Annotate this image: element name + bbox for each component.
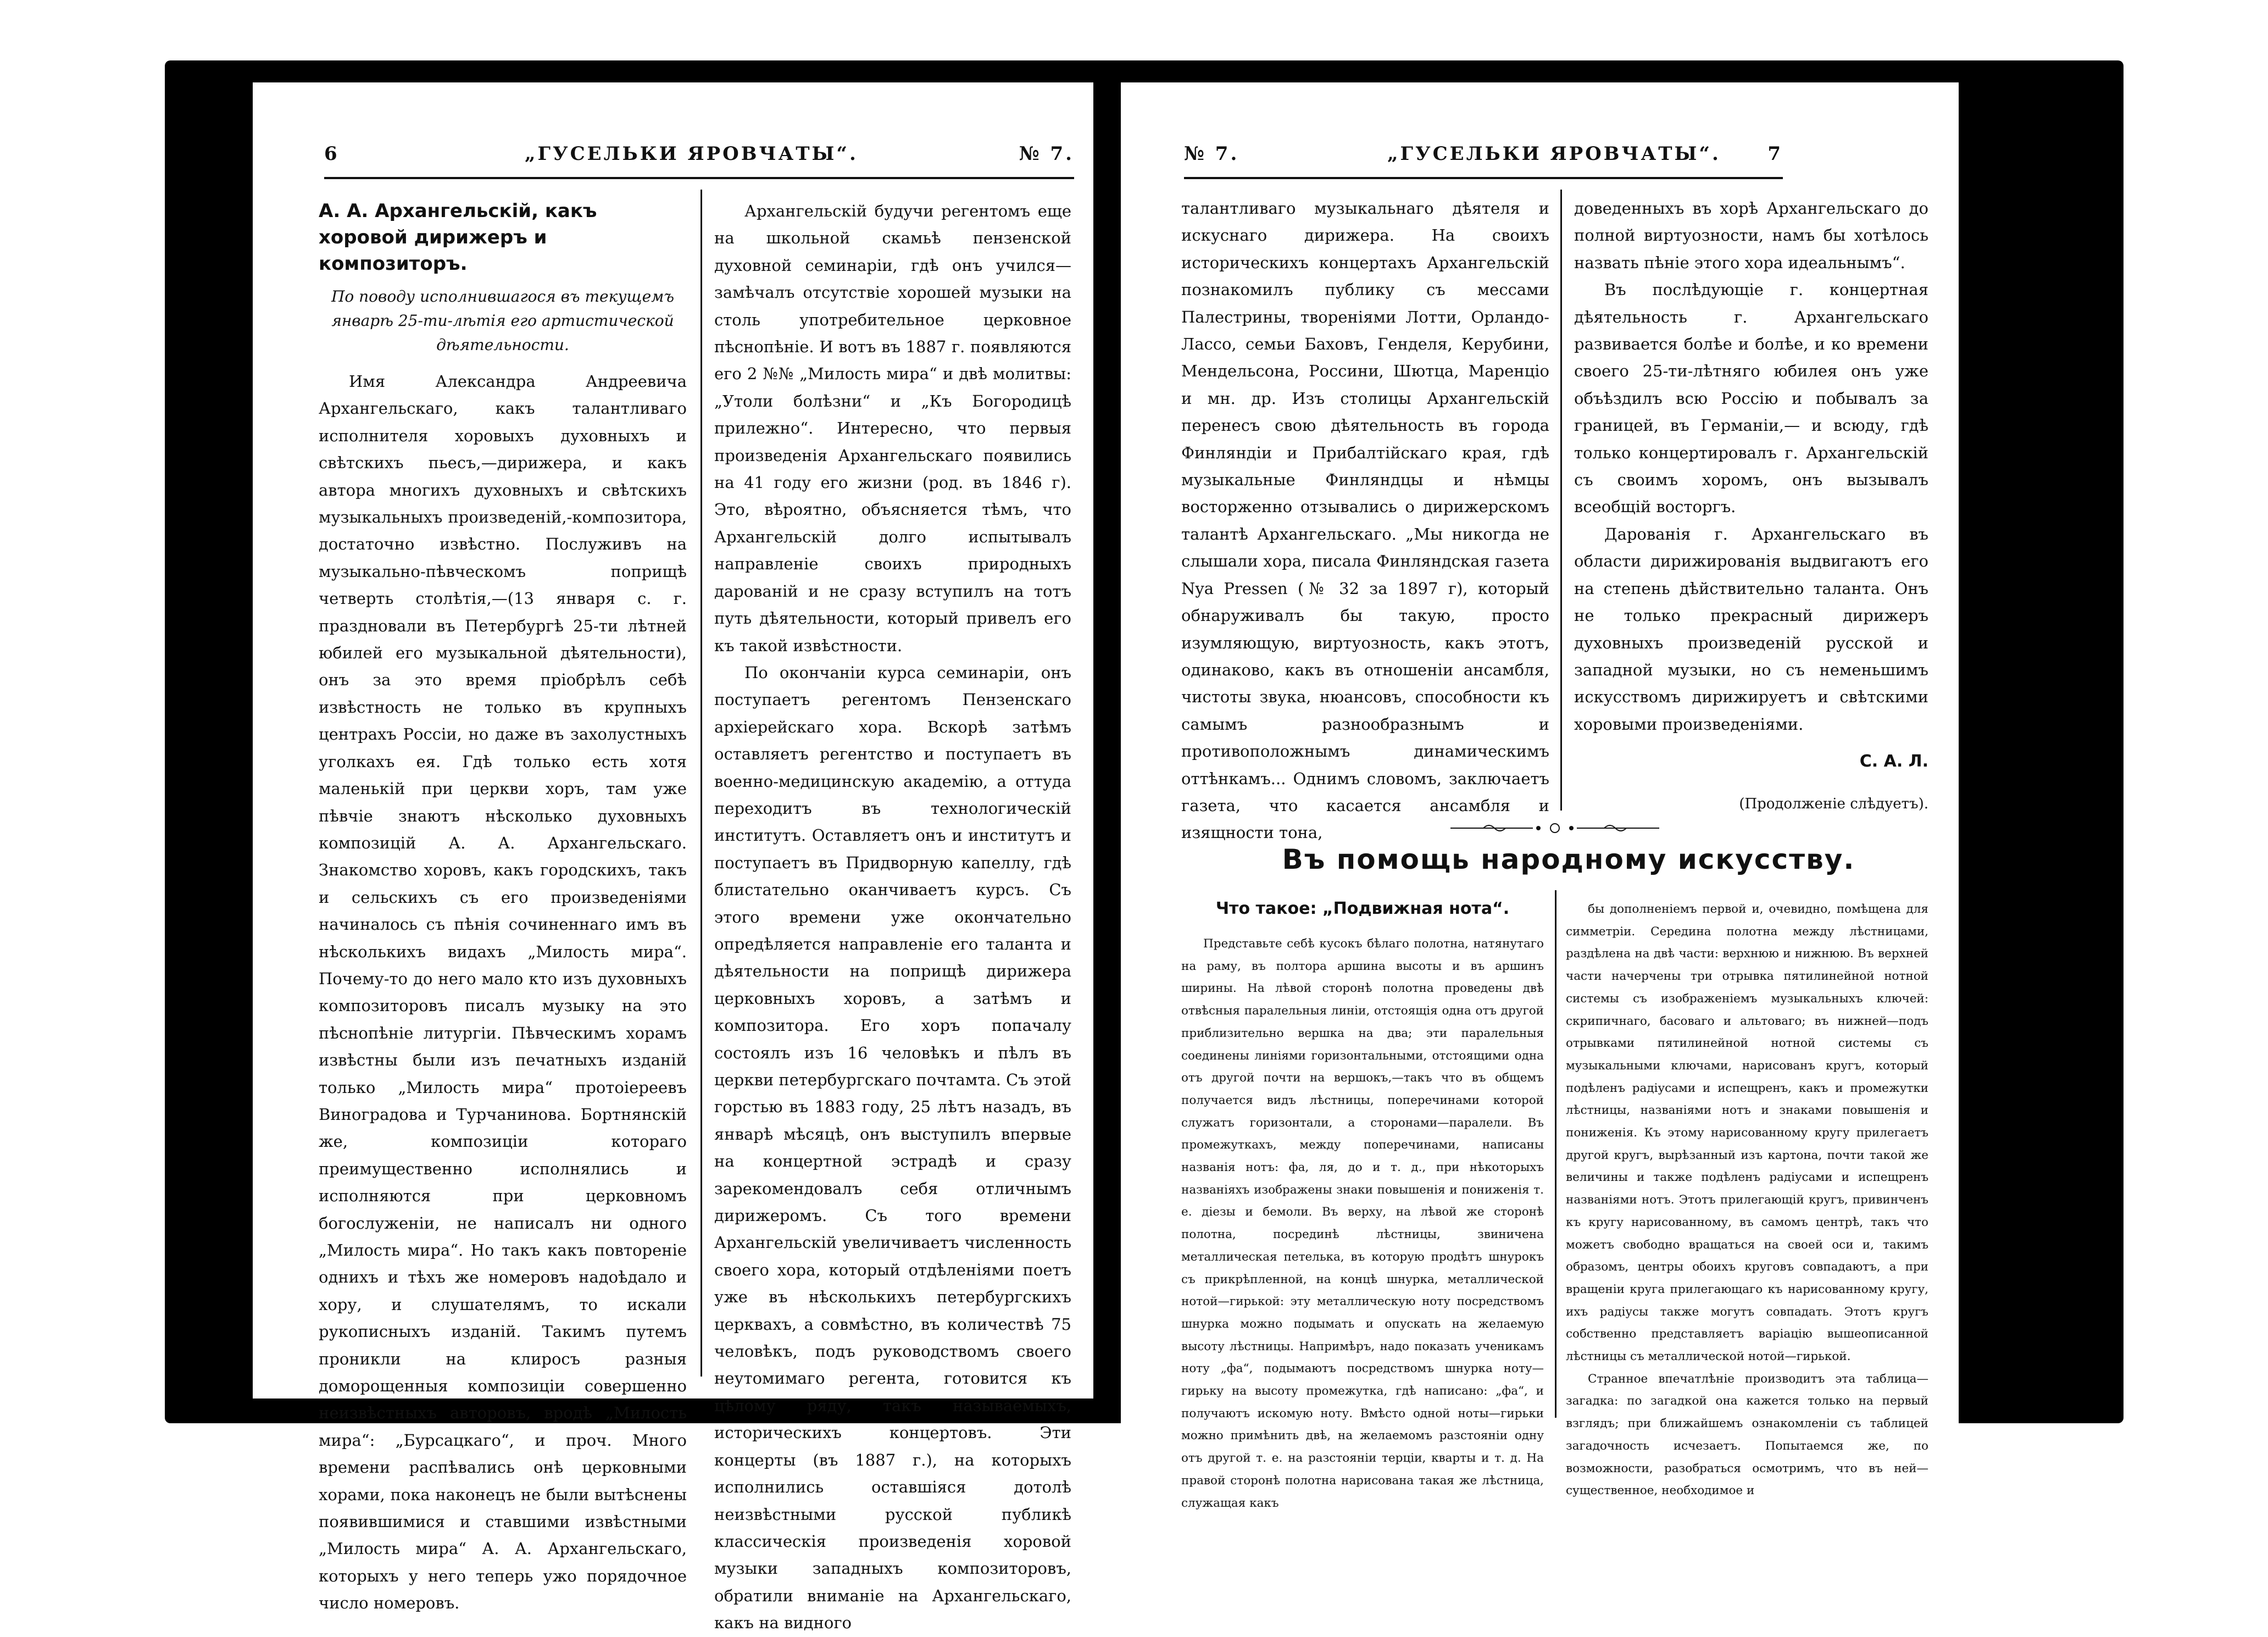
sub-article-title: Что такое: „Подвижная нота“. bbox=[1215, 899, 1510, 918]
sub-article-column-1 bbox=[1181, 896, 1544, 1510]
journal-title: „ГУСЕЛЬКИ ЯРОВЧАТЫ“. bbox=[1387, 143, 1721, 165]
left-column-1 bbox=[319, 198, 687, 1613]
page-number: 7 bbox=[1767, 143, 1783, 165]
section-title: Въ помощь народному искусству. bbox=[1282, 844, 1855, 875]
left-running-head bbox=[324, 143, 1074, 181]
header-rule bbox=[1184, 177, 1783, 179]
left-page bbox=[253, 82, 1093, 1633]
paragraph: бы дополненіемъ первой и, очевидно, помѣщена для симметріи. Середина полотна между лѣстницами, раздѣлена на двѣ части: верхнюю и нижнюю. Въ верхней части начерчены три отрывка пятилинейной нотной системы съ изображеніемъ музыкальныхъ ключей: скрипичнаго, басоваго и альтоваго; въ нижней—подъ отрывками пятилинейной нотной системы съ музыкальными ключами, нарисованъ кругъ, который подѣленъ радіусами и испещренъ, какъ и промежутки лѣстницы, названіями нотъ и знаками повышенія и пониженія. Къ этому нарисованному кругу прилегаетъ другой кругъ, вырѣзанный изъ картона, почти такой же величины и также подѣленъ радіусами и испещренъ названіями нотъ. Этотъ прилегающій кругъ, привинченъ къ кругу нарисованному, въ самомъ центрѣ, такъ что можетъ свободно вращаться на своей оси и, такимъ образомъ, центры обоихъ круговъ совпадаютъ, а при вращеніи круга прилегающаго къ нарисованному кругу, ихъ радіусы также могутъ совпадать. Этотъ кругъ собственно представляетъ варіацію вышеописанной лѣстницы съ металлической нотой—гирькой. bbox=[1566, 902, 1928, 1364]
paragraph: Архангельскій будучи регентомъ еще на школьной скамьѣ пензенской духовной семинаріи, гдѣ онъ учился—замѣчалъ отсутствіе хорошей музыки на столь употребительное церковное пѣснопѣніе. И вотъ въ 1887 г. появляются его 2 №№ „Милость мира“ и двѣ молитвы: „Утоли болѣзни“ и „Къ Богородицѣ прилежно“. Интересно, что первыя произведенія Архангельскаго появились на 41 году его жизни (род. въ 1846 г). Это, вѣроятно, объясняется тѣмъ, что Архангельскій долго испытывалъ направленіе своихъ природныхъ дарованій и не сразу вступилъ на тотъ путь дѣятельности, который привелъ его къ такой извѣстности. bbox=[714, 202, 1071, 655]
journal-title: „ГУСЕЛЬКИ ЯРОВЧАТЫ“. bbox=[525, 143, 858, 165]
column-divider bbox=[1560, 190, 1562, 811]
page-number: 6 bbox=[324, 143, 340, 165]
article-subtitle: По поводу исполнившагося въ текущемъ январѣ 25-ти-лѣтія его артистической дѣятельности. bbox=[331, 287, 675, 354]
paragraph: Странное впечатлѣніе производитъ эта таблица—загадка: по загадкой она кажется только на первый взглядъ; при ближайшемъ ознакомленіи съ таблицей загадочность исчезаетъ. Попытаемся же, по возможности, разобраться осмотримъ, что въ ней—существенное, необходимое и bbox=[1566, 1372, 1928, 1498]
right-column-2 bbox=[1574, 195, 1928, 822]
paragraph: Имя Александра Андреевича Архангельскаго, какъ талантливаго исполнителя хоровыхъ духовныхъ и свѣтскихъ пьесъ,—дирижера, и какъ автора многихъ духовныхъ и свѣтскихъ музыкальныхъ произведеній,-композитора, достаточно извѣстно. Послуживъ на музыкально-пѣвческомъ поприщѣ четверть столѣтія,—(13 января с. г. праздновали въ Петербургѣ 25-ти лѣтней юбилей его музыкальной дѣятельности), онъ за это время пріобрѣлъ себѣ извѣстность не только въ крупныхъ центрахъ Россіи, но даже въ захолустныхъ уголкахъ ея. Гдѣ только есть хотя маленькій при церкви хоръ, там уже пѣвчіе знаютъ нѣсколько духовныхъ композицій А. А. Архангельскаго. Знакомство хоровъ, какъ городскихъ, такъ и сельскихъ съ его произведеніями начиналось съ пѣнія сочиненнаго имъ въ нѣсколькихъ видахъ „Милость мира“. Почему-то до него мало кто изъ духовныхъ композиторовъ писалъ музыку на это пѣснопѣніе литургіи. Пѣвческимъ хорамъ извѣстны были изъ печатныхъ изданій только „Милость мира“ протоіереевъ Виноградова и Турчанинова. Бортнянскій же, композиціи котораго преимущественно исполнялись и исполняются при церковномъ богослуженіи, не написалъ ни одного „Милость мира“. Но такъ какъ повтореніе однихъ и тѣхъ же номеровъ надоѣдало и хору, и слушателямъ, то искали рукописныхъ изданій. Такимъ путемъ проникли на клиросъ разныя доморощенныя композиціи совершенно неизвѣстныхъ авторовъ, вродѣ „Милость мира“: „Бурсацкаго“, и проч. Много времени распѣвались онѣ церковными хорами, пока наконецъ не были вытѣснены появившимися и ставшими извѣстными „Милость мира“ А. А. Архангельскаго, которыхъ у него теперь ужо порядочное число номеровъ. bbox=[319, 372, 687, 1613]
signature: С. А. Л. bbox=[1859, 752, 1928, 772]
paragraph: талантливаго музыкальнаго дѣятеля и искуснаго дирижера. На своихъ историческихъ концертахъ Архангельскій познакомилъ публику съ мессами Палестрины, твореніями Лотти, Орландо-Лассо, семьи Баховъ, Генделя, Керубини, Мендельсона, Россини, Шютца, Маренціо и мн. др. Изъ столицы Архангельскій перенесъ свою дѣятельность въ города Финляндіи и Прибалтійскаго края, гдѣ музыкальные Финляндцы и нѣмцы восторженно отзывались о дирижерскомъ талантѣ Архангельскаго. „Мы никогда не слышали хора, писала Финляндская газета Nya Pressen (№ 32 за 1897 г), который обнаруживалъ бы такую, просто изумляющую, виртуозность, какъ этотъ, одинаково, какъ въ отношеніи ансамбля, чистоты звука, нюансовъ, способности къ самымъ разнообразнымъ и противоположнымъ динамическимъ оттѣнкамъ... Однимъ словомъ, заключаетъ газета, что касается ансамбля и изящности тона, bbox=[1181, 199, 1549, 842]
paragraph: Въ послѣдующіе г. концертная дѣятельность г. Архангельскаго развивается болѣе и болѣе, и ко времени своего 25-ти-лѣтняго юбилея онъ уже объѣздилъ всю Россію и побывалъ за границей, въ Германіи,— и всюду, гдѣ только концертировалъ г. Архангельскій съ своимъ хоромъ, онъ вызывалъ всеобщій восторгъ. bbox=[1574, 280, 1928, 517]
header-rule bbox=[324, 177, 1074, 179]
right-running-head bbox=[1184, 143, 1783, 181]
column-divider bbox=[1555, 890, 1557, 1418]
paragraph: По окончаніи курса семинаріи, онъ поступаетъ регентомъ Пензенскаго архіерейскаго хора. Вскорѣ затѣмъ оставляетъ регентство и поступаетъ въ военно-медицинскую академію, а оттуда переходитъ въ технологическій институтъ. Оставляетъ онъ и институтъ и поступаетъ въ Придворную капеллу, гдѣ блистательно оканчиваетъ курсъ. Съ этого времени уже окончательно опредѣляется направленіе его таланта и дѣятельности на поприщѣ дирижера церковныхъ хоровъ, а затѣмъ и композитора. Его хоръ попачалу состоялъ изъ 16 человѣкъ и пѣлъ въ церкви петербургскаго почтамта. Съ этой горстью въ 1883 году, 25 лѣтъ назадъ, въ январѣ мѣсяцѣ, онъ выступилъ впервые на концертной эстрадѣ и сразу зарекомендовалъ себя отличнымъ дирижеромъ. Съ того времени Архангельскій увеличиваетъ численность своего хора, который отдѣленіями поетъ уже въ нѣсколькихъ петербургскихъ церквахъ, а совмѣстно, въ количествѣ 75 человѣкъ, подъ руководствомъ своего неутомимаго регента, готовится къ цѣлому ряду, такъ называемыхъ, историческихъ концертовъ. Эти концерты (въ 1887 г.), на которыхъ исполнились оставшіяся дотолѣ неизвѣстными русской публикѣ классическія произведенія хоровой музыки западныхъ композиторовъ, обратили вниманіе на Архангельскаго, какъ на видного bbox=[714, 663, 1071, 1633]
left-column-2 bbox=[714, 198, 1071, 1633]
paragraph: Дарованія г. Архангельскаго въ области дирижированія выдвигаютъ его на степень дѣйствительно таланта. Онъ не только прекрасный дирижеръ духовныхъ произведеній русской и западной музыки, но съ неменьшимъ искусствомъ дирижируетъ и свѣтскими хоровыми произведеніями. bbox=[1574, 524, 1928, 734]
article-title: А. А. Архангельскій, какъ хоровой дирижеръ и композиторъ. bbox=[319, 200, 597, 275]
paragraph: Представьте себѣ кусокъ бѣлаго полотна, натянутаго на раму, въ полтора аршина высоты и въ аршинъ ширины. На лѣвой сторонѣ полотна проведены двѣ отвѣсныя паралельныя линіи, отстоящія одна отъ другой приблизительно вершка на два; эти паралельныя соединены линіями горизонтальными, отстоящими одна отъ другой почти на вершокъ,—такъ что въ общемъ получается видъ лѣстницы, поперечинами которой служатъ горизонтали, а сторонами—паралели. Въ промежуткахъ, между поперечинами, написаны названія нотъ: фа, ля, до и т. д., при нѣкоторыхъ названіяхъ изображены знаки повышенія и пониженія т. е. діезы и бемоли. Въ верху, на лѣвой же сторонѣ полотна, посрединѣ лѣстницы, звиничена металлическая петелька, въ которую продѣтъ шнурокъ съ прикрѣпленной, на концѣ шнурка, металлической нотой—гирькой: эту металлическую ноту посредствомъ шнурка можно подымать и опускать на желаемую высоту лѣстницы. Напримѣръ, надо показать ученикамъ ноту „фа“, подымаютъ посредствомъ шнурка ноту—гирьку на высоту промежутка, гдѣ написано: „фа“, и получаютъ искомую ноту. Вмѣсто одной ноты—гирьки можно примѣнить двѣ, на желаемомъ разстояніи одну отъ другой т. е. на разстояніи терціи, кварты и т. д. На правой сторонѣ полотна нарисована такая же лѣстница, служащая какъ bbox=[1181, 937, 1544, 1510]
paragraph: доведенныхъ въ хорѣ Архангельскаго до полной виртуозности, намъ бы хотѣлось назвать пѣніе этого хора идеальнымъ“. bbox=[1574, 199, 1928, 272]
right-column-1 bbox=[1181, 195, 1549, 842]
divider-ornament-icon bbox=[1450, 822, 1659, 835]
issue-number: № 7. bbox=[1019, 143, 1074, 165]
column-divider bbox=[701, 190, 702, 1377]
right-page bbox=[1121, 82, 1959, 1510]
sub-article-column-2 bbox=[1566, 898, 1928, 1498]
issue-number: № 7. bbox=[1184, 143, 1239, 165]
continued-note: (Продолженіе слѣдуетъ). bbox=[1739, 795, 1928, 812]
